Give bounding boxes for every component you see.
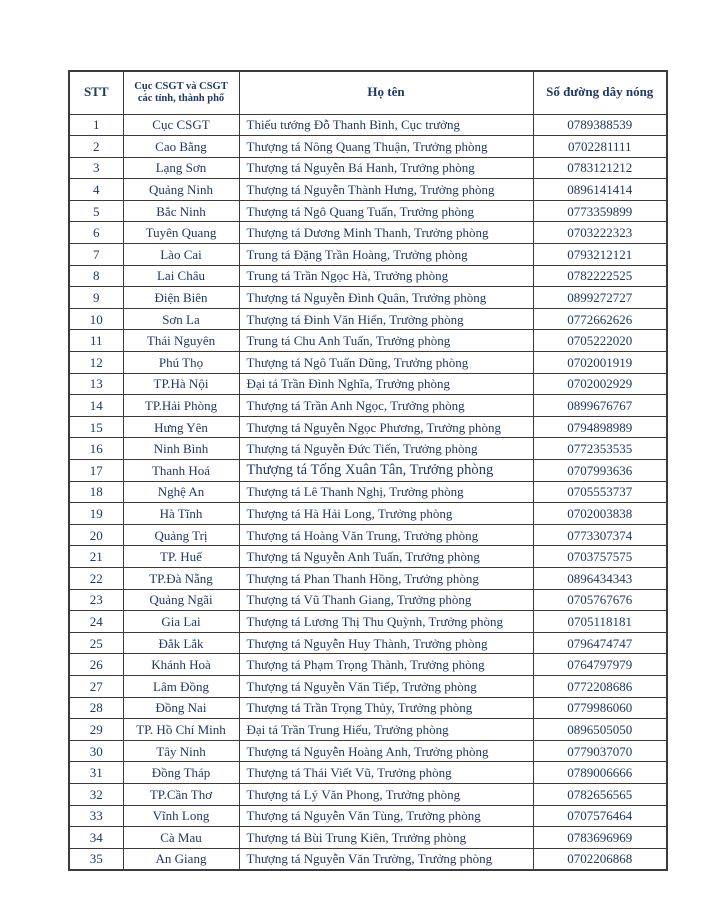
table-row <box>69 719 667 741</box>
cell-name: Trung tá Trần Ngọc Hà, Trưởng phòng <box>239 265 533 287</box>
table-row <box>69 330 667 352</box>
cell-phone: 0782222525 <box>533 265 667 287</box>
cell-stt: 15 <box>69 416 123 438</box>
cell-unit: Đồng Nai <box>123 697 239 719</box>
cell-phone: 0899676767 <box>533 395 667 417</box>
header-phone: Số đường dây nóng <box>533 71 667 114</box>
cell-phone: 0773359899 <box>533 200 667 222</box>
table-row <box>69 589 667 611</box>
cell-phone: 0705553737 <box>533 481 667 503</box>
table-row <box>69 200 667 222</box>
table-row <box>69 611 667 633</box>
cell-stt: 19 <box>69 503 123 525</box>
cell-name: Trung tá Chu Anh Tuấn, Trưởng phòng <box>239 330 533 352</box>
cell-unit: Thái Nguyên <box>123 330 239 352</box>
cell-name: Thượng tá Nguyễn Anh Tuấn, Trưởng phòng <box>239 546 533 568</box>
cell-phone: 0702003838 <box>533 503 667 525</box>
cell-unit: Bắc Ninh <box>123 200 239 222</box>
cell-phone: 0783121212 <box>533 157 667 179</box>
cell-name: Thượng tá Hoàng Văn Trung, Trưởng phòng <box>239 524 533 546</box>
cell-stt: 8 <box>69 265 123 287</box>
cell-unit: An Giang <box>123 848 239 870</box>
cell-stt: 24 <box>69 611 123 633</box>
cell-name: Thượng tá Nông Quang Thuận, Trưởng phòng <box>239 136 533 158</box>
cell-phone: 0794898989 <box>533 416 667 438</box>
cell-name: Thượng tá Nguyễn Bá Hanh, Trưởng phòng <box>239 157 533 179</box>
table-row <box>69 352 667 374</box>
cell-phone: 0772208686 <box>533 675 667 697</box>
cell-name: Thượng tá Lý Văn Phong, Trưởng phòng <box>239 783 533 805</box>
cell-phone: 0773307374 <box>533 524 667 546</box>
cell-stt: 23 <box>69 589 123 611</box>
table-body <box>69 114 667 870</box>
cell-unit: Hưng Yên <box>123 416 239 438</box>
cell-unit: Đồng Tháp <box>123 762 239 784</box>
cell-name: Thượng tá Ngô Quang Tuấn, Trưởng phòng <box>239 200 533 222</box>
cell-name: Thượng tá Lê Thanh Nghị, Trưởng phòng <box>239 481 533 503</box>
cell-unit: Quảng Ngãi <box>123 589 239 611</box>
cell-stt: 12 <box>69 352 123 374</box>
cell-unit: TP.Hà Nội <box>123 373 239 395</box>
table-row <box>69 460 667 482</box>
cell-phone: 0789006666 <box>533 762 667 784</box>
cell-stt: 32 <box>69 783 123 805</box>
cell-name: Thượng tá Dương Minh Thanh, Trưởng phòng <box>239 222 533 244</box>
cell-unit: Tuyên Quang <box>123 222 239 244</box>
cell-unit: Quảng Ninh <box>123 179 239 201</box>
table-row <box>69 222 667 244</box>
cell-name: Thượng tá Nguyễn Văn Tùng, Trưởng phòng <box>239 805 533 827</box>
cell-name: Thượng tá Nguyễn Đức Tiến, Trưởng phòng <box>239 438 533 460</box>
cell-stt: 34 <box>69 827 123 849</box>
cell-unit: TP.Cần Thơ <box>123 783 239 805</box>
cell-phone: 0789388539 <box>533 114 667 136</box>
cell-phone: 0705118181 <box>533 611 667 633</box>
cell-name: Thượng tá Vũ Thanh Giang, Trưởng phòng <box>239 589 533 611</box>
cell-name: Thượng tá Trần Trọng Thủy, Trưởng phòng <box>239 697 533 719</box>
cell-stt: 13 <box>69 373 123 395</box>
cell-name: Thượng tá Lương Thị Thu Quỳnh, Trưởng phòng <box>239 611 533 633</box>
cell-stt: 1 <box>69 114 123 136</box>
cell-unit: Ninh Bình <box>123 438 239 460</box>
cell-stt: 31 <box>69 762 123 784</box>
cell-stt: 35 <box>69 848 123 870</box>
cell-name: Thượng tá Nguyễn Hoàng Anh, Trưởng phòng <box>239 740 533 762</box>
table-row <box>69 827 667 849</box>
cell-stt: 20 <box>69 524 123 546</box>
table-row <box>69 848 667 870</box>
header-name: Họ tên <box>239 71 533 114</box>
table-row <box>69 524 667 546</box>
cell-stt: 30 <box>69 740 123 762</box>
hotline-table <box>68 70 668 871</box>
cell-name: Đại tá Trần Đình Nghĩa, Trưởng phòng <box>239 373 533 395</box>
cell-stt: 18 <box>69 481 123 503</box>
cell-unit: Hà Tĩnh <box>123 503 239 525</box>
cell-unit: TP.Hải Phòng <box>123 395 239 417</box>
cell-phone: 0702001919 <box>533 352 667 374</box>
cell-phone: 0702281111 <box>533 136 667 158</box>
cell-phone: 0772662626 <box>533 308 667 330</box>
cell-stt: 29 <box>69 719 123 741</box>
cell-stt: 17 <box>69 460 123 482</box>
cell-phone: 0779037070 <box>533 740 667 762</box>
table-row <box>69 373 667 395</box>
cell-name: Thượng tá Hà Hải Long, Trưởng phòng <box>239 503 533 525</box>
cell-unit: Gia Lai <box>123 611 239 633</box>
cell-name: Thượng tá Nguyễn Văn Trường, Trưởng phòng <box>239 848 533 870</box>
cell-unit: TP. Huế <box>123 546 239 568</box>
cell-unit: Nghệ An <box>123 481 239 503</box>
cell-stt: 21 <box>69 546 123 568</box>
table-header <box>69 71 667 114</box>
cell-unit: Đắk Lắk <box>123 632 239 654</box>
cell-stt: 3 <box>69 157 123 179</box>
cell-name: Thượng tá Nguyễn Văn Tiếp, Trưởng phòng <box>239 675 533 697</box>
cell-stt: 33 <box>69 805 123 827</box>
cell-phone: 0772353535 <box>533 438 667 460</box>
cell-name: Thượng tá Nguyễn Huy Thành, Trưởng phòng <box>239 632 533 654</box>
cell-phone: 0705222020 <box>533 330 667 352</box>
cell-stt: 27 <box>69 675 123 697</box>
cell-unit: Quảng Trị <box>123 524 239 546</box>
cell-stt: 22 <box>69 567 123 589</box>
cell-name: Thượng tá Ngô Tuấn Dũng, Trưởng phòng <box>239 352 533 374</box>
cell-unit: Thanh Hoá <box>123 460 239 482</box>
header-unit: Cục CSGT và CSGT các tỉnh, thành phố <box>123 71 239 114</box>
cell-unit: TP. Hồ Chí Minh <box>123 719 239 741</box>
cell-phone: 0703757575 <box>533 546 667 568</box>
cell-stt: 16 <box>69 438 123 460</box>
table-row <box>69 244 667 266</box>
cell-unit: Sơn La <box>123 308 239 330</box>
cell-phone: 0899272727 <box>533 287 667 309</box>
table-row <box>69 416 667 438</box>
cell-unit: Khánh Hoà <box>123 654 239 676</box>
cell-phone: 0782656565 <box>533 783 667 805</box>
table-row <box>69 265 667 287</box>
table-row <box>69 567 667 589</box>
table-row <box>69 481 667 503</box>
cell-phone: 0702002929 <box>533 373 667 395</box>
table-row <box>69 654 667 676</box>
cell-stt: 26 <box>69 654 123 676</box>
cell-stt: 4 <box>69 179 123 201</box>
cell-phone: 0702206868 <box>533 848 667 870</box>
cell-stt: 10 <box>69 308 123 330</box>
cell-stt: 5 <box>69 200 123 222</box>
cell-phone: 0779986060 <box>533 697 667 719</box>
cell-stt: 28 <box>69 697 123 719</box>
cell-stt: 11 <box>69 330 123 352</box>
table-row <box>69 740 667 762</box>
table-row <box>69 632 667 654</box>
cell-phone: 0703222323 <box>533 222 667 244</box>
cell-name: Thượng tá Bùi Trung Kiên, Trưởng phòng <box>239 827 533 849</box>
cell-name: Thượng tá Nguyễn Thành Hưng, Trưởng phòng <box>239 179 533 201</box>
cell-unit: Lai Châu <box>123 265 239 287</box>
cell-unit: TP.Đà Nẵng <box>123 567 239 589</box>
header-row <box>69 71 667 114</box>
table-row <box>69 287 667 309</box>
cell-name: Thượng tá Trần Anh Ngọc, Trưởng phòng <box>239 395 533 417</box>
cell-phone: 0896505050 <box>533 719 667 741</box>
cell-phone: 0707993636 <box>533 460 667 482</box>
table-row <box>69 675 667 697</box>
cell-stt: 9 <box>69 287 123 309</box>
cell-name: Đại tá Trần Trung Hiếu, Trưởng phòng <box>239 719 533 741</box>
cell-name: Thượng tá Nguyễn Ngọc Phương, Trưởng phòng <box>239 416 533 438</box>
cell-stt: 7 <box>69 244 123 266</box>
cell-name: Thượng tá Phạm Trọng Thành, Trưởng phòng <box>239 654 533 676</box>
table-row <box>69 783 667 805</box>
cell-name: Thượng tá Nguyễn Đình Quân, Trưởng phòng <box>239 287 533 309</box>
cell-name: Thượng tá Thái Viết Vũ, Trưởng phòng <box>239 762 533 784</box>
cell-phone: 0796474747 <box>533 632 667 654</box>
table-row <box>69 114 667 136</box>
cell-unit: Lạng Sơn <box>123 157 239 179</box>
cell-name: Thượng tá Đinh Văn Hiển, Trưởng phòng <box>239 308 533 330</box>
cell-phone: 0896434343 <box>533 567 667 589</box>
cell-unit: Cà Mau <box>123 827 239 849</box>
cell-unit: Phú Thọ <box>123 352 239 374</box>
table-row <box>69 179 667 201</box>
table-row <box>69 157 667 179</box>
cell-phone: 0783696969 <box>533 827 667 849</box>
table-row <box>69 805 667 827</box>
cell-stt: 14 <box>69 395 123 417</box>
cell-unit: Lâm Đồng <box>123 675 239 697</box>
table-row <box>69 697 667 719</box>
table-row <box>69 762 667 784</box>
table-row <box>69 546 667 568</box>
table-row <box>69 438 667 460</box>
table-row <box>69 395 667 417</box>
cell-unit: Cục CSGT <box>123 114 239 136</box>
cell-phone: 0707576464 <box>533 805 667 827</box>
cell-phone: 0793212121 <box>533 244 667 266</box>
cell-stt: 25 <box>69 632 123 654</box>
cell-name: Trung tá Đặng Trần Hoàng, Trưởng phòng <box>239 244 533 266</box>
cell-name: Thiếu tướng Đỗ Thanh Bình, Cục trưởng <box>239 114 533 136</box>
table-row <box>69 308 667 330</box>
cell-unit: Điện Biên <box>123 287 239 309</box>
cell-unit: Cao Bằng <box>123 136 239 158</box>
cell-name: Thượng tá Phan Thanh Hồng, Trưởng phòng <box>239 567 533 589</box>
table-row <box>69 136 667 158</box>
table-row <box>69 503 667 525</box>
cell-name: Thượng tá Tống Xuân Tân, Trưởng phòng <box>239 460 533 482</box>
cell-phone: 0764797979 <box>533 654 667 676</box>
cell-unit: Tây Ninh <box>123 740 239 762</box>
cell-phone: 0705767676 <box>533 589 667 611</box>
cell-stt: 2 <box>69 136 123 158</box>
cell-unit: Lào Cai <box>123 244 239 266</box>
cell-unit: Vĩnh Long <box>123 805 239 827</box>
header-stt: STT <box>69 71 123 114</box>
cell-stt: 6 <box>69 222 123 244</box>
cell-phone: 0896141414 <box>533 179 667 201</box>
